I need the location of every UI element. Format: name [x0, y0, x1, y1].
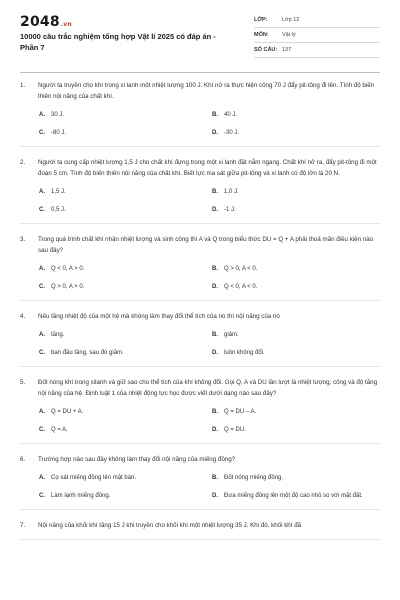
option-text: Q > 0, A > 0. — [51, 284, 85, 290]
option-text: ban đầu tăng, sau đó giảm. — [51, 350, 124, 356]
option-letter: D. — [212, 427, 218, 433]
answer-option[interactable] — [212, 265, 385, 274]
option-letter: D. — [212, 350, 218, 356]
question-item — [20, 454, 380, 510]
answer-options — [39, 265, 380, 292]
option-text: Đốt nóng miếng đồng. — [224, 475, 284, 481]
answer-option[interactable] — [212, 426, 385, 435]
answer-option[interactable] — [212, 129, 385, 138]
answer-option[interactable] — [39, 426, 212, 435]
option-letter: A. — [39, 409, 45, 415]
question-header — [20, 157, 380, 179]
answer-option[interactable] — [39, 129, 212, 138]
meta-label-subject: MÔN: — [254, 32, 269, 38]
option-letter: B. — [212, 266, 218, 272]
question-text: Người ta truyền cho khí trong xi lanh một nhiệt lượng 100 J. Khí nở ra thực hiện công 70 J đẩy pit-tông đi lên. Tính độ biến thiên nội năng của chất khí. — [38, 82, 375, 100]
question-item — [20, 377, 380, 444]
answer-option[interactable] — [39, 188, 212, 197]
option-text: Làm lạnh miếng đồng. — [51, 493, 111, 499]
question-header — [20, 377, 380, 399]
option-text: -30 J. — [224, 130, 240, 136]
option-text: 1,0 J. — [224, 189, 239, 195]
option-text: tăng. — [51, 332, 65, 338]
option-letter: A. — [39, 332, 45, 338]
answer-option[interactable] — [212, 408, 385, 417]
answer-option[interactable] — [212, 111, 385, 120]
option-text: Q < 0, A > 0. — [51, 266, 85, 272]
option-letter: C. — [39, 350, 45, 356]
answer-options — [39, 408, 380, 435]
answer-options — [39, 474, 380, 501]
question-header — [20, 80, 380, 102]
answer-option[interactable] — [39, 111, 212, 120]
question-text: Trường hợp nào sau đây không làm thay đổi nội năng của miếng đồng? — [38, 456, 236, 463]
option-letter: B. — [212, 189, 218, 195]
site-logo[interactable] — [20, 14, 72, 30]
question-text: Người ta cung cấp nhiệt lượng 1,5 J cho chất khí đựng trong một xi lanh đặt nằm ngang. Chất khí nở ra, đẩy pit-tông đi một đoạn 5 cm. Tính độ biến thiên nội năng của chất khí. Biết lực ma sát giữa pit-tông và xi lanh có độ lớn là 20 N. — [38, 159, 377, 177]
question-number: 6. — [20, 456, 26, 463]
option-letter: A. — [39, 112, 45, 118]
meta-value-count: 137 — [282, 47, 292, 53]
option-letter: C. — [39, 493, 45, 499]
meta-row-class — [254, 13, 380, 28]
option-letter: D. — [212, 207, 218, 213]
document-title: 10000 câu trắc nghiệm tổng hợp Vật lí 2025 có đáp án - Phần 7 — [20, 32, 216, 52]
question-item — [20, 520, 380, 540]
option-letter: D. — [212, 493, 218, 499]
option-letter: C. — [39, 207, 45, 213]
question-item — [20, 80, 380, 147]
question-item — [20, 311, 380, 367]
logo-suffix-text: .vn — [60, 21, 72, 28]
option-text: giảm. — [224, 332, 239, 338]
option-text: Q > 0, A < 0. — [224, 266, 258, 272]
answer-options — [39, 331, 380, 358]
answer-option[interactable] — [212, 283, 385, 292]
answer-option[interactable] — [39, 283, 212, 292]
option-letter: B. — [212, 475, 218, 481]
question-text: Nội năng của khối khí tăng 15 J khi truyền cho khối khí một nhiệt lượng 35 J. Khi đó, khối khí đã — [38, 522, 302, 529]
question-header — [20, 520, 380, 531]
answer-option[interactable] — [39, 492, 212, 501]
option-text: 30 J. — [51, 112, 65, 118]
option-letter: A. — [39, 266, 45, 272]
meta-value-subject: Vật lý — [282, 32, 296, 38]
option-letter: A. — [39, 189, 45, 195]
meta-label-class: LỚP: — [254, 17, 268, 23]
answer-option[interactable] — [39, 206, 212, 215]
question-number: 7. — [20, 522, 26, 529]
question-header — [20, 311, 380, 322]
question-list — [20, 80, 380, 550]
question-number: 1. — [20, 82, 26, 89]
answer-option[interactable] — [39, 408, 212, 417]
option-text: 40 J. — [224, 112, 238, 118]
question-item — [20, 234, 380, 301]
question-number: 2. — [20, 159, 26, 166]
answer-option[interactable] — [39, 349, 212, 358]
option-letter: B. — [212, 332, 218, 338]
answer-option[interactable] — [212, 349, 385, 358]
question-text: Đốt nóng khí trong xilanh và giữ sao cho thể tích của khí không đổi. Gọi Q, A và DU lần lượt là nhiệt lượng, công và độ tăng nội năng của hệ. Định luật 1 của nhiệt động lực học được viết dưới dạng nào sau đây? — [38, 379, 378, 397]
option-text: Q < 0, A < 0. — [224, 284, 258, 290]
option-text: Q = DU + A. — [51, 409, 84, 415]
answer-option[interactable] — [212, 206, 385, 215]
option-letter: B. — [212, 112, 218, 118]
option-letter: C. — [39, 284, 45, 290]
option-letter: A. — [39, 475, 45, 481]
option-text: 0,5 J. — [51, 207, 66, 213]
option-text: 1,5 J. — [51, 189, 66, 195]
answer-option[interactable] — [39, 265, 212, 274]
question-number: 4. — [20, 313, 26, 320]
question-text: Nếu tăng nhiệt độ của một hệ mà không làm thay đổi thể tích của nó thì nội năng của nó — [38, 313, 280, 320]
answer-option[interactable] — [39, 474, 212, 483]
option-letter: C. — [39, 130, 45, 136]
option-text: luôn không đổi. — [224, 350, 265, 356]
answer-option[interactable] — [212, 492, 385, 501]
answer-option[interactable] — [212, 474, 385, 483]
option-text: Q = DU. — [224, 427, 246, 433]
meta-value-class: Lớp 12 — [282, 17, 300, 23]
option-text: -80 J. — [51, 130, 67, 136]
option-text: Đưa miếng đồng lên một độ cao nhỏ so với mặt đất. — [224, 493, 363, 499]
logo-main-text: 2048 — [20, 14, 60, 30]
meta-label-count: SỐ CÂU: — [254, 47, 278, 53]
option-text: Q = A. — [51, 427, 68, 433]
answer-options — [39, 111, 380, 138]
option-letter: B. — [212, 409, 218, 415]
header-divider — [20, 72, 380, 73]
meta-row-subject — [254, 28, 380, 43]
question-number: 3. — [20, 236, 26, 243]
question-text: Trong quá trình chất khí nhận nhiệt lượng và sinh công thì A và Q trong biểu thức DU = Q + A phải thoả mãn điều kiện nào sau đây? — [38, 236, 374, 254]
option-text: Cọ xát miếng đồng lên mặt bàn. — [51, 475, 137, 481]
answer-option[interactable] — [39, 331, 212, 340]
answer-option[interactable] — [212, 188, 385, 197]
document-meta — [254, 13, 380, 58]
meta-row-count — [254, 43, 380, 58]
option-letter: D. — [212, 130, 218, 136]
option-text: -1 J. — [224, 207, 236, 213]
question-header — [20, 234, 380, 256]
question-header — [20, 454, 380, 465]
question-number: 5. — [20, 379, 26, 386]
option-text: Q = DU – A. — [224, 409, 257, 415]
option-letter: C. — [39, 427, 45, 433]
option-letter: D. — [212, 284, 218, 290]
answer-option[interactable] — [212, 331, 385, 340]
answer-options — [39, 188, 380, 215]
question-item — [20, 157, 380, 224]
